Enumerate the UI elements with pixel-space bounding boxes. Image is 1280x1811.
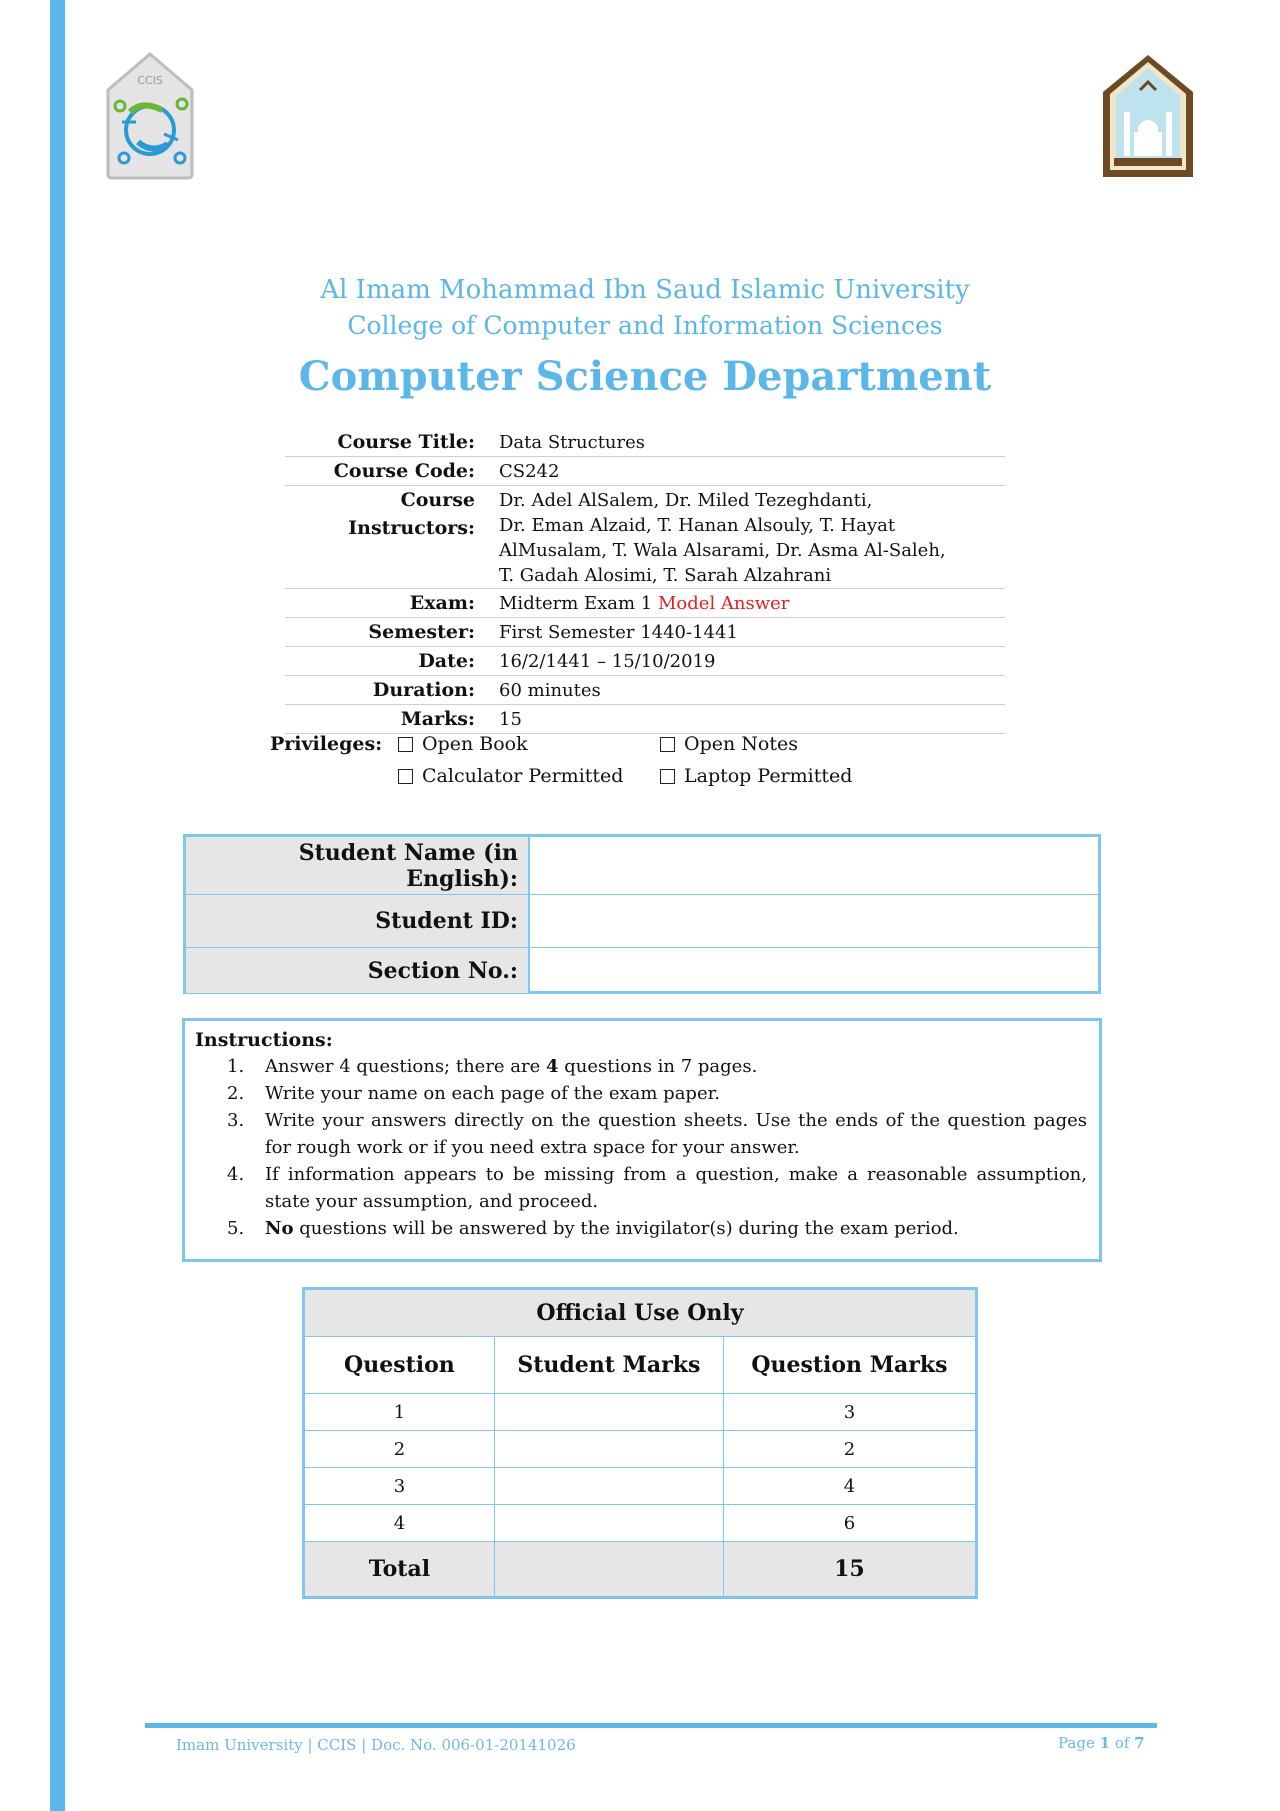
model-answer-tag: Model Answer — [658, 593, 790, 614]
section-field[interactable] — [530, 948, 1098, 993]
privilege-open-book[interactable] — [398, 730, 660, 758]
table-row — [304, 1468, 977, 1505]
question-marks-cell: 4 — [723, 1468, 976, 1505]
document-header — [200, 272, 1090, 406]
course-code-label: Course Code: — [333, 460, 475, 482]
course-info — [285, 428, 1005, 734]
semester-value: First Semester 1440-1441 — [499, 622, 738, 643]
semester-label: Semester: — [368, 621, 475, 643]
instruction-text: Write your answers directly on the question sheets. Use the ends of the question pages for rough work or if you need extra space for your answer. — [265, 1110, 1087, 1158]
question-marks-cell: 3 — [723, 1394, 976, 1431]
exam-label: Exam: — [409, 592, 475, 614]
instruction-number: 4. — [227, 1164, 245, 1185]
instruction-text: If information appears to be missing from a question, make a reasonable assumption, state your assumption, and proceed. — [265, 1164, 1087, 1212]
instruction-item — [195, 1053, 1087, 1080]
student-marks-cell[interactable] — [494, 1431, 723, 1468]
student-id-row — [186, 895, 1098, 948]
duration-label: Duration: — [372, 679, 475, 701]
section-label: Section No.: — [186, 948, 530, 993]
course-title-row — [285, 428, 1005, 457]
instruction-number: 2. — [227, 1083, 245, 1104]
student-marks-cell[interactable] — [494, 1468, 723, 1505]
department-title: Computer Science Department — [298, 353, 992, 400]
total-row — [304, 1542, 977, 1598]
duration-row — [285, 676, 1005, 705]
privilege-label: Open Notes — [684, 733, 798, 755]
course-instructors-value — [495, 486, 1005, 588]
imam-university-logo — [1100, 52, 1196, 180]
question-number: 2 — [304, 1431, 495, 1468]
instructions-box — [182, 1018, 1102, 1262]
date-row — [285, 647, 1005, 676]
question-number: 4 — [304, 1505, 495, 1542]
ccis-logo — [102, 50, 198, 182]
student-marks-cell[interactable] — [494, 1505, 723, 1542]
instruction-item — [195, 1080, 1087, 1107]
exam-row — [285, 589, 1005, 618]
checkbox-icon[interactable] — [660, 769, 675, 784]
student-id-field[interactable] — [530, 895, 1098, 947]
course-code-value: CS242 — [499, 461, 560, 482]
instruction-item — [195, 1215, 1087, 1242]
marks-label: Marks: — [400, 708, 475, 730]
instruction-text: Write your name on each page of the exam paper. — [265, 1083, 720, 1104]
semester-row — [285, 618, 1005, 647]
checkbox-icon[interactable] — [660, 737, 675, 752]
total-student-marks-cell[interactable] — [494, 1542, 723, 1598]
column-header: Question Marks — [723, 1337, 976, 1394]
instruction-item — [195, 1161, 1087, 1215]
instruction-number: 3. — [227, 1110, 245, 1131]
privilege-open-notes[interactable] — [660, 730, 922, 758]
left-accent-bar — [50, 0, 65, 1811]
instructors-line: Dr. Eman Alzaid, T. Hanan Alsouly, T. Hayat — [499, 515, 896, 536]
privileges-options — [398, 730, 922, 790]
student-name-label: Student Name (in English): — [186, 837, 530, 894]
date-label: Date: — [418, 650, 475, 672]
privilege-calculator[interactable] — [398, 762, 660, 790]
instructors-line: AlMusalam, T. Wala Alsarami, Dr. Asma Al-Saleh, — [499, 540, 946, 561]
privilege-laptop[interactable] — [660, 762, 922, 790]
student-marks-cell[interactable] — [494, 1394, 723, 1431]
question-number: 1 — [304, 1394, 495, 1431]
checkbox-icon[interactable] — [398, 769, 413, 784]
university-name: Al Imam Mohammad Ibn Saud Islamic University — [320, 275, 970, 305]
student-name-row — [186, 837, 1098, 895]
column-header: Question — [304, 1337, 495, 1394]
column-header: Student Marks — [494, 1337, 723, 1394]
instruction-number: 5. — [227, 1218, 245, 1239]
student-id-label: Student ID: — [186, 895, 530, 947]
table-row — [304, 1431, 977, 1468]
table-row — [304, 1505, 977, 1542]
instructors-line: T. Gadah Alosimi, T. Sarah Alzahrani — [499, 565, 832, 586]
student-name-field[interactable] — [530, 837, 1098, 894]
college-name: College of Computer and Information Sciences — [347, 311, 943, 340]
table-row — [304, 1394, 977, 1431]
course-instructors-row — [285, 486, 1005, 589]
instructors-line: Dr. Adel AlSalem, Dr. Miled Tezeghdanti, — [499, 490, 873, 511]
total-marks: 15 — [723, 1542, 976, 1598]
course-title-value: Data Structures — [499, 432, 646, 453]
question-number: 3 — [304, 1468, 495, 1505]
privilege-label: Open Book — [422, 733, 528, 755]
duration-value: 60 minutes — [499, 680, 601, 701]
privilege-label: Calculator Permitted — [422, 765, 624, 787]
question-marks-cell: 6 — [723, 1505, 976, 1542]
svg-text:CCIS: CCIS — [137, 74, 163, 87]
checkbox-icon[interactable] — [398, 737, 413, 752]
page-indicator: Page 1 of 7 — [1058, 1734, 1145, 1752]
total-label: Total — [304, 1542, 495, 1598]
privilege-label: Laptop Permitted — [684, 765, 853, 787]
section-row — [186, 948, 1098, 993]
instruction-number: 1. — [227, 1056, 245, 1077]
exam-name: Midterm Exam 1 — [499, 593, 653, 614]
instruction-text: Answer 4 questions; there are 4 questions in 7 pages. — [265, 1056, 758, 1077]
footer-doc-number: Imam University | CCIS | Doc. No. 006-01-20141026 — [176, 1736, 576, 1754]
instruction-text: No questions will be answered by the invigilator(s) during the exam period. — [265, 1218, 959, 1239]
course-title-label: Course Title: — [337, 431, 475, 453]
date-value: 16/2/1441 – 15/10/2019 — [499, 651, 716, 672]
instructions-title: Instructions: — [195, 1029, 333, 1051]
question-marks-cell: 2 — [723, 1431, 976, 1468]
instructions-list — [195, 1053, 1087, 1242]
marks-value: 15 — [499, 709, 522, 730]
course-instructors-label: Course Instructors: — [348, 489, 475, 539]
exam-value — [495, 589, 1005, 617]
student-info-table — [183, 834, 1101, 994]
instruction-item — [195, 1107, 1087, 1161]
official-use-table — [302, 1287, 978, 1599]
course-code-row — [285, 457, 1005, 486]
official-use-title: Official Use Only — [304, 1289, 977, 1337]
footer-divider — [145, 1723, 1157, 1728]
privileges-label: Privileges: — [270, 733, 383, 755]
